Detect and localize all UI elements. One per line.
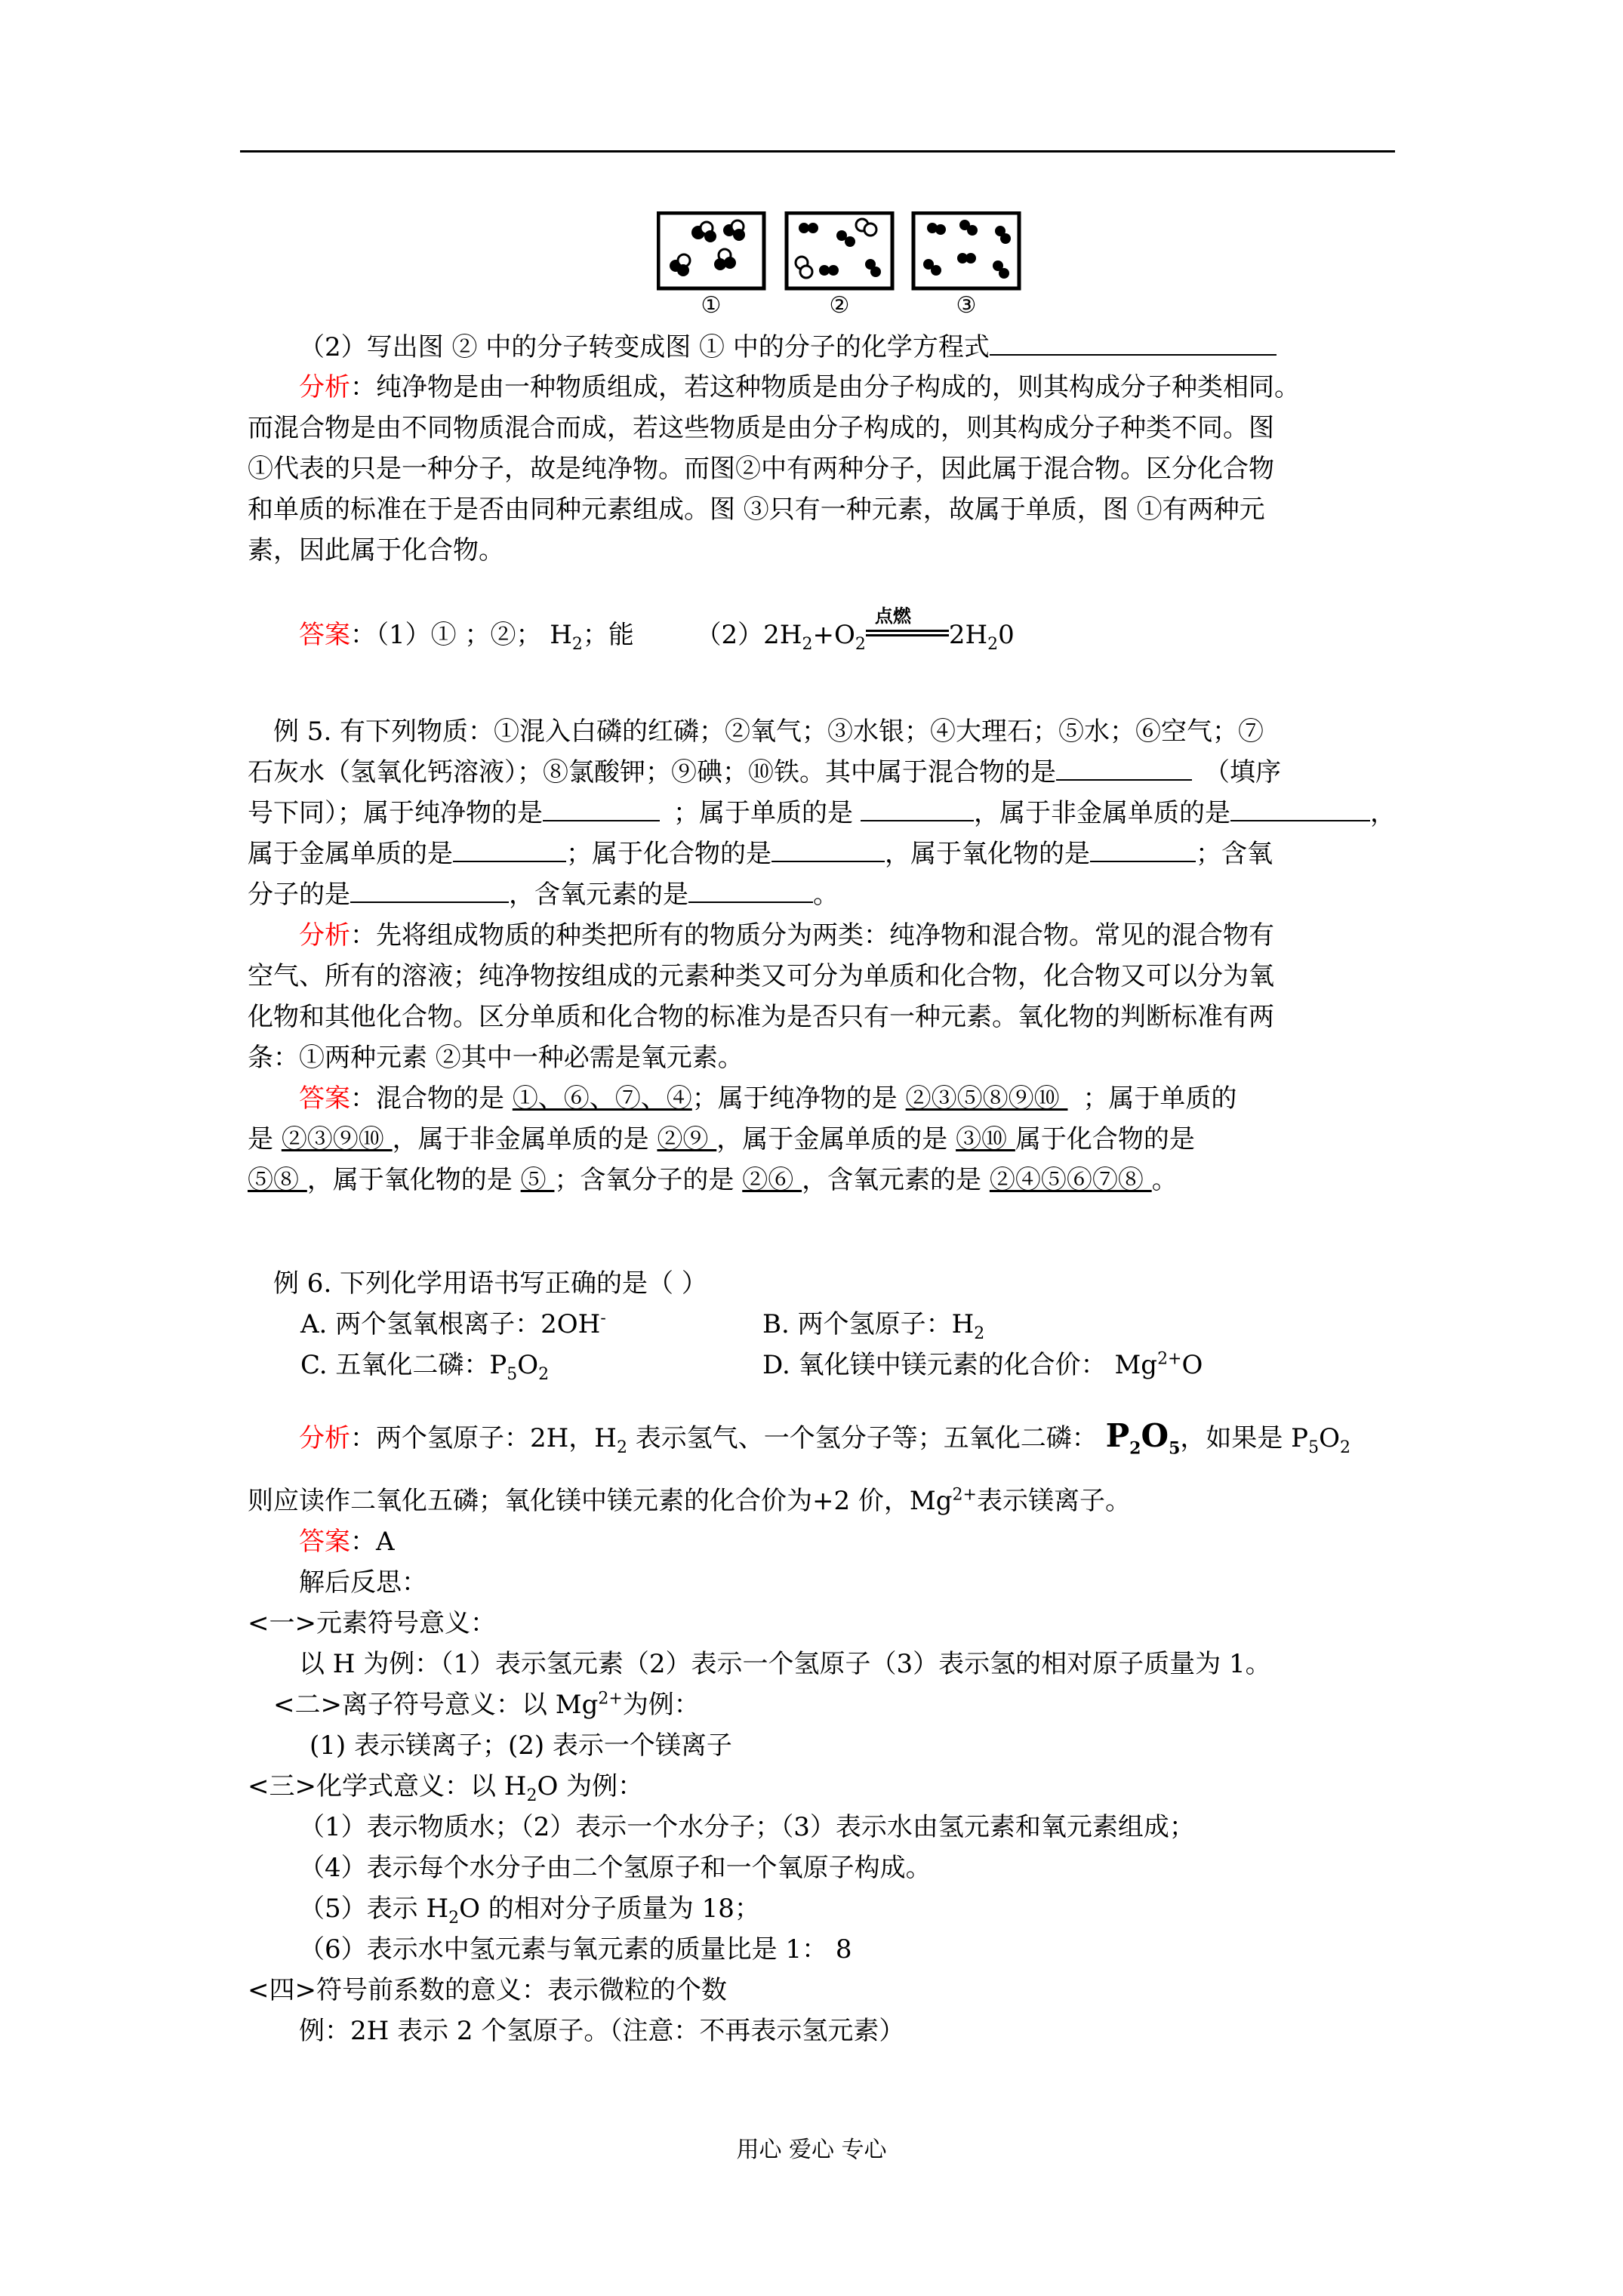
reflection-section-1: <一>元素符号意义： xyxy=(248,1608,496,1638)
reflection-section-2-text: (1) 表示镁离子；(2) 表示一个镁离子 xyxy=(310,1730,732,1761)
question-2: （2）写出图 ② 中的分子转变成图 ① 中的分子的化学方程式 xyxy=(299,331,1277,364)
p2o5-formula: $P_2O_5$ xyxy=(1105,1417,1181,1459)
answer-6: 答案：A xyxy=(299,1527,395,1557)
analysis-6-line-2: 则应读作二氧化五磷；氧化镁中镁元素的化合价为+2 价，$Mg^{2+}$表示镁离子。 xyxy=(248,1485,1131,1516)
figure-label-3: ③ xyxy=(956,292,977,317)
blank xyxy=(861,797,974,821)
reflection-section-4: <四>符号前系数的意义：表示微粒的个数 xyxy=(248,1975,727,2005)
analysis-5-line-4: 条：①两种元素 ②其中一种必需是氧元素。 xyxy=(248,1043,744,1073)
option-c: C. 五氧化二磷：$P_5O_2$ xyxy=(300,1350,550,1384)
answer-label: 答案 xyxy=(299,1527,350,1557)
reflection-section-3-line-1: （1）表示物质水；（2）表示一个水分子；（3）表示水由氢元素和氧元素组成； xyxy=(299,1812,1195,1842)
analysis-5-line-2: 空气、所有的溶液；纯净物按组成的元素种类又可分为单质和化合物，化合物又可以分为氧 xyxy=(248,961,1274,991)
reaction-condition: 点燃 xyxy=(866,610,949,643)
analysis-label: 分析 xyxy=(299,372,350,402)
molecule-figure xyxy=(657,211,1027,317)
example-5-line-2: 石灰水（氢氧化钙溶液）；⑧氯酸钾；⑨碘；⑩铁。其中属于混合物的是 （填序 xyxy=(248,757,1281,787)
answer-label: 答案 xyxy=(299,1083,350,1114)
blank xyxy=(1056,757,1192,781)
analysis-1-line-2: 而混合物是由不同物质混合而成，若这些物质是由分子构成的，则其构成分子种类不同。图 xyxy=(248,413,1274,443)
answer-label: 答案 xyxy=(299,620,350,650)
option-a: A. 两个氢氧根离子：2OH- xyxy=(300,1308,606,1339)
reflection-section-2: <二>离子符号意义：以 $Mg^{2+}$为例： xyxy=(273,1689,700,1720)
analysis-5-line-3: 化物和其他化合物。区分单质和化合物的标准为是否只有一种元素。氧化物的判断标准有两 xyxy=(248,1002,1274,1032)
box-2 xyxy=(787,213,892,288)
blank xyxy=(350,879,509,903)
analysis-1-line-4: 和单质的标准在于是否由同种元素组成。图 ③只有一种元素，故属于单质，图 ①有两种元 xyxy=(248,495,1265,525)
analysis-label: 分析 xyxy=(299,920,350,951)
reflection-section-3: <三>化学式意义：以 $H_2O$ 为例： xyxy=(248,1771,644,1805)
blank xyxy=(1230,797,1370,821)
answer-5-line-2: 是 ②③⑨⑩ ，属于非金属单质的是 ②⑨ ，属于金属单质的是 ③⑩ 属于化合物的是 xyxy=(248,1124,1195,1154)
figure-label-2: ② xyxy=(829,292,850,317)
analysis-1-line-5: 素，因此属于化合物。 xyxy=(248,535,504,566)
box-1 xyxy=(658,213,764,288)
header-rule xyxy=(240,150,1395,153)
box-3 xyxy=(913,213,1019,288)
analysis-6-line-1: 分析：两个氢原子：2H，$H_2$ 表示氢气、一个氢分子等；五氧化二磷： $P_2O_5$，如果是 $P_5O_2$ xyxy=(299,1417,1350,1459)
reflection-section-4-text: 例：2H 表示 2 个氢原子。（注意：不再表示氢元素） xyxy=(299,2016,905,2046)
example-5-line-3: 号下同）；属于纯净物的是 ；属于单质的是 ，属于非金属单质的是 ， xyxy=(248,798,1396,828)
analysis-label: 分析 xyxy=(299,1423,350,1453)
analysis-5-line-1: 分析：先将组成物质的种类把所有的物质分为两类：纯净物和混合物。常见的混合物有 xyxy=(299,920,1274,951)
example-5-line-1: 例 5. 有下列物质：①混入白磷的红磷；②氧气；③水银；④大理石；⑤水；⑥空气；⑦ xyxy=(273,717,1264,747)
example-5-line-5: 分子的是 ，含氧元素的是 。 xyxy=(248,880,839,910)
option-d: D. 氧化镁中镁元素的化合价： $Mg^{2+}O$ xyxy=(762,1349,1203,1380)
example-5-line-4: 属于金属单质的是 ；属于化合物的是 ，属于氧化物的是 ；含氧 xyxy=(248,839,1273,869)
analysis-1-line-1: 分析：纯净物是由一种物质组成，若这种物质是由分子构成的，则其构成分子种类相同。 xyxy=(299,372,1300,402)
figure-label-1: ① xyxy=(701,292,722,317)
blank xyxy=(771,838,885,862)
analysis-1-line-3: ①代表的只是一种分子，故是纯净物。而图②中有两种分子，因此属于混合物。区分化合物 xyxy=(248,454,1274,484)
answer-5-line-1: 答案：混合物的是 ①、⑥、⑦、④；属于纯净物的是 ②③⑤⑧⑨⑩ ；属于单质的 xyxy=(299,1083,1237,1114)
reflection-section-3-line-2: （4）表示每个水分子由二个氢原子和一个氧原子构成。 xyxy=(299,1853,932,1883)
answer-5-line-3: ⑤⑧ ，属于氧化物的是 ⑤ ；含氧分子的是 ②⑥ ，含氧元素的是 ②④⑤⑥⑦⑧ 。 xyxy=(248,1165,1178,1195)
example-6-stem: 例 6. 下列化学用语书写正确的是（ ） xyxy=(273,1268,707,1299)
reflection-section-3-line-4: （6）表示水中氢元素与氧元素的质量比是 1： 8 xyxy=(299,1934,852,1965)
blank xyxy=(453,838,566,862)
reflection-section-1-text: 以 H 为例：（1）表示氢元素（2）表示一个氢原子（3）表示氢的相对原子质量为 1。 xyxy=(299,1649,1271,1679)
option-b: B. 两个氢原子：$H_2$ xyxy=(762,1309,985,1343)
reflection-title: 解后反思： xyxy=(299,1567,427,1598)
blank xyxy=(688,879,813,903)
answer-1: 答案：（1）① ；②； $H_2$；能 $(2)2H_2+O_2$ 点燃 $2H_20$ xyxy=(299,606,1015,654)
blank xyxy=(1090,838,1196,862)
blank xyxy=(543,797,660,821)
page-footer: 用心 爱心 专心 xyxy=(736,2137,887,2163)
answer-blank xyxy=(990,331,1277,356)
reflection-section-3-line-3: （5）表示 $H_2O$ 的相对分子质量为 18； xyxy=(299,1894,760,1928)
